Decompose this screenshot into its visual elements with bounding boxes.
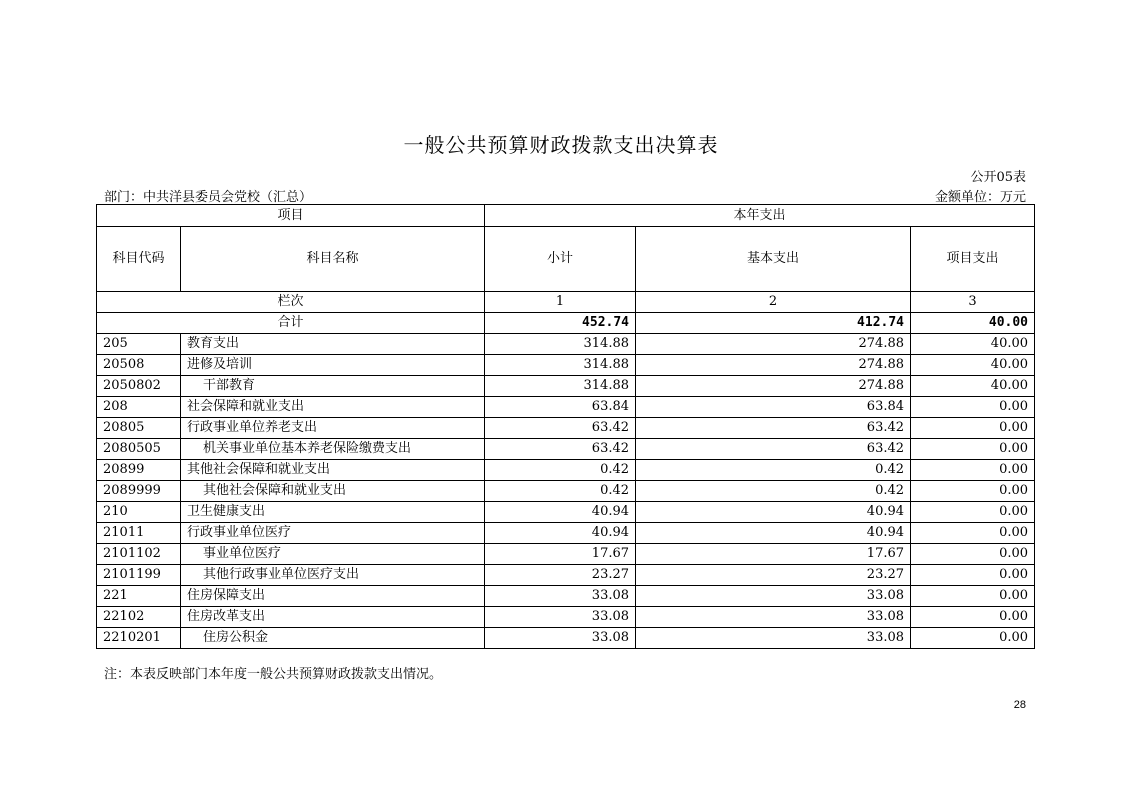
row-project: 0.00 [911,586,1035,607]
row-code: 20899 [97,460,181,481]
row-project: 0.00 [911,418,1035,439]
row-basic: 63.42 [636,439,911,460]
total-basic: 412.74 [636,313,911,334]
column-number-row [97,292,1035,313]
row-code: 2050802 [97,376,181,397]
amount-unit-label: 金额单位：万元 [934,190,1026,205]
row-code: 2101102 [97,544,181,565]
row-code: 22102 [97,607,181,628]
row-subtotal: 33.08 [485,628,636,649]
row-subtotal: 40.94 [485,502,636,523]
row-project: 0.00 [911,502,1035,523]
table-row [97,544,1035,565]
row-subtotal: 314.88 [485,376,636,397]
row-project: 0.00 [911,397,1035,418]
table-row [97,397,1035,418]
row-name: 住房保障支出 [181,586,485,607]
row-subtotal: 314.88 [485,355,636,376]
row-name: 其他行政事业单位医疗支出 [181,565,485,586]
table-row [97,502,1035,523]
header-code: 科目代码 [97,227,181,292]
table-row [97,607,1035,628]
department-label: 部门：中共洋县委员会党校（汇总） [104,190,313,205]
table-row [97,334,1035,355]
row-code: 2210201 [97,628,181,649]
table-row [97,628,1035,649]
header-name: 科目名称 [181,227,485,292]
row-project: 0.00 [911,481,1035,502]
row-basic: 274.88 [636,376,911,397]
row-name: 干部教育 [181,376,485,397]
row-project: 40.00 [911,334,1035,355]
total-label: 合计 [97,313,485,334]
column-row-label: 栏次 [97,292,485,313]
row-code: 208 [97,397,181,418]
row-basic: 33.08 [636,586,911,607]
row-subtotal: 0.42 [485,460,636,481]
header-subtotal: 小计 [485,227,636,292]
header-basic: 基本支出 [636,227,911,292]
row-project: 0.00 [911,439,1035,460]
row-basic: 17.67 [636,544,911,565]
row-name: 行政事业单位养老支出 [181,418,485,439]
row-code: 20508 [97,355,181,376]
row-subtotal: 63.42 [485,418,636,439]
row-project: 0.00 [911,628,1035,649]
row-subtotal: 63.84 [485,397,636,418]
column-number-1: 1 [485,292,636,313]
row-subtotal: 33.08 [485,607,636,628]
row-project: 40.00 [911,355,1035,376]
row-name: 其他社会保障和就业支出 [181,481,485,502]
row-project: 0.00 [911,607,1035,628]
table-row [97,586,1035,607]
row-basic: 274.88 [636,334,911,355]
row-subtotal: 63.42 [485,439,636,460]
header-row-1 [97,205,1035,227]
row-basic: 40.94 [636,502,911,523]
row-basic: 40.94 [636,523,911,544]
row-basic: 63.42 [636,418,911,439]
page-title: 一般公共预算财政拨款支出决算表 [403,133,719,157]
row-basic: 33.08 [636,628,911,649]
row-code: 210 [97,502,181,523]
row-project: 0.00 [911,565,1035,586]
header-project: 项目 [97,205,485,227]
table-body [97,334,1035,649]
header-project-expenditure: 项目支出 [911,227,1035,292]
total-subtotal: 452.74 [485,313,636,334]
column-number-2: 2 [636,292,911,313]
row-code: 20805 [97,418,181,439]
header-current-year: 本年支出 [485,205,1035,227]
row-name: 住房公积金 [181,628,485,649]
row-basic: 23.27 [636,565,911,586]
row-name: 其他社会保障和就业支出 [181,460,485,481]
row-code: 2089999 [97,481,181,502]
header-row-2 [97,227,1035,292]
row-subtotal: 40.94 [485,523,636,544]
row-project: 40.00 [911,376,1035,397]
row-basic: 274.88 [636,355,911,376]
row-subtotal: 33.08 [485,586,636,607]
total-row [97,313,1035,334]
row-name: 行政事业单位医疗 [181,523,485,544]
row-name: 社会保障和就业支出 [181,397,485,418]
expenditure-table [96,204,1035,649]
row-code: 2101199 [97,565,181,586]
row-subtotal: 17.67 [485,544,636,565]
row-basic: 63.84 [636,397,911,418]
table-row [97,355,1035,376]
row-name: 进修及培训 [181,355,485,376]
table-row [97,376,1035,397]
row-subtotal: 23.27 [485,565,636,586]
row-basic: 0.42 [636,481,911,502]
row-project: 0.00 [911,523,1035,544]
table-row [97,523,1035,544]
footnote: 注：本表反映部门本年度一般公共预算财政拨款支出情况。 [104,667,443,682]
table-row [97,460,1035,481]
row-code: 205 [97,334,181,355]
table-row [97,418,1035,439]
table-row [97,565,1035,586]
row-code: 221 [97,586,181,607]
row-project: 0.00 [911,544,1035,565]
table-row [97,481,1035,502]
row-code: 21011 [97,523,181,544]
row-basic: 33.08 [636,607,911,628]
row-code: 2080505 [97,439,181,460]
row-project: 0.00 [911,460,1035,481]
page-number: 28 [1013,699,1026,711]
row-name: 教育支出 [181,334,485,355]
row-name: 事业单位医疗 [181,544,485,565]
column-number-3: 3 [911,292,1035,313]
row-name: 卫生健康支出 [181,502,485,523]
row-name: 机关事业单位基本养老保险缴费支出 [181,439,485,460]
row-basic: 0.42 [636,460,911,481]
row-name: 住房改革支出 [181,607,485,628]
table-row [97,439,1035,460]
form-number: 公开05表 [970,170,1026,185]
total-project: 40.00 [911,313,1035,334]
row-subtotal: 0.42 [485,481,636,502]
row-subtotal: 314.88 [485,334,636,355]
